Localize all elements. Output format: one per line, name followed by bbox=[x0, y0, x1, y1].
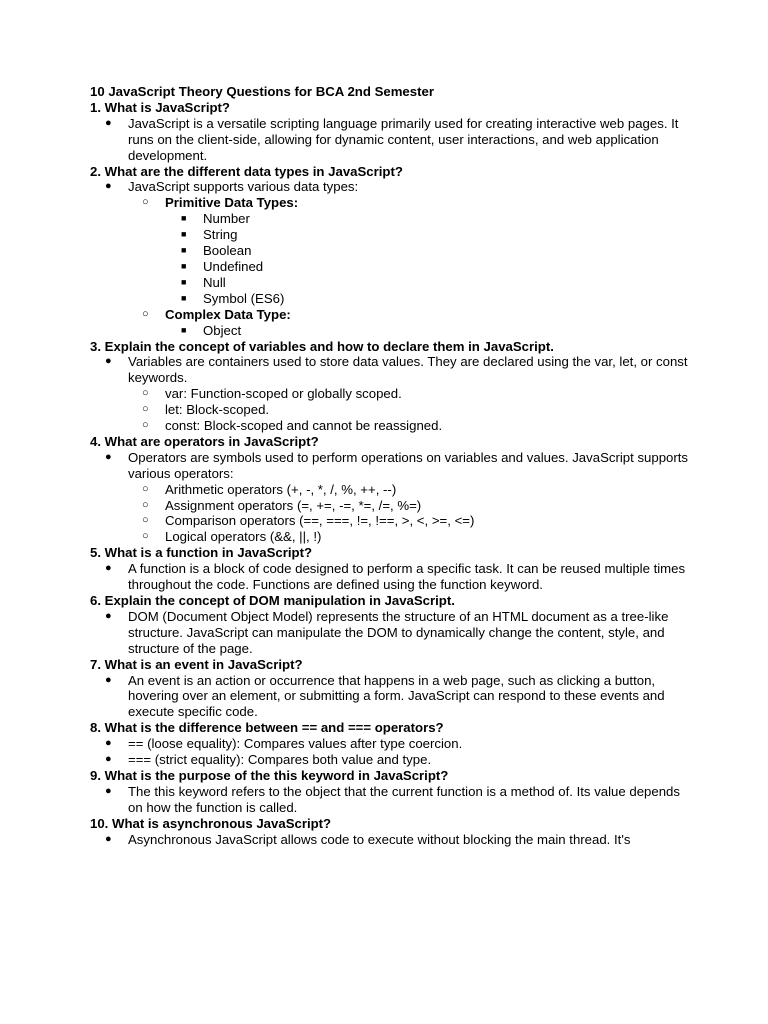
question-1: 1. What is JavaScript? bbox=[90, 99, 230, 115]
answer-text: === (strict equality): Compares both value and type. bbox=[128, 752, 432, 768]
answer-list-8 bbox=[90, 736, 698, 768]
answer-list-5 bbox=[90, 561, 698, 593]
sub-item bbox=[90, 513, 698, 529]
circle-bullet-icon: ○ bbox=[142, 419, 149, 432]
document-title: 10 JavaScript Theory Questions for BCA 2nd Semester bbox=[90, 84, 434, 99]
answer-item bbox=[90, 450, 698, 482]
circle-bullet-icon: ○ bbox=[142, 307, 149, 320]
square-bullet-icon: ■ bbox=[181, 229, 187, 240]
disc-bullet-icon: ● bbox=[105, 753, 112, 766]
type-text: Symbol (ES6) bbox=[203, 290, 285, 306]
type-item bbox=[90, 211, 698, 227]
sub-item-text: let: Block-scoped. bbox=[165, 402, 270, 418]
question-8: 8. What is the difference between == and === operators? bbox=[90, 720, 444, 736]
answer-item bbox=[90, 179, 698, 195]
circle-bullet-icon: ○ bbox=[142, 482, 149, 495]
sub-item bbox=[90, 498, 698, 514]
answer-text: == (loose equality): Compares values after type coercion. bbox=[128, 736, 463, 752]
type-item bbox=[90, 323, 698, 339]
answer-item bbox=[90, 561, 698, 593]
square-bullet-icon: ■ bbox=[181, 276, 187, 287]
square-bullet-icon: ■ bbox=[181, 245, 187, 256]
answer-list-2 bbox=[90, 179, 698, 338]
answer-text: An event is an action or occurrence that happens in a web page, such as clicking a button, hovering over an element, or submitting a form. JavaScript can respond to these events and execute specific code. bbox=[128, 672, 665, 720]
sub-item bbox=[90, 386, 698, 402]
type-item bbox=[90, 259, 698, 275]
question-9: 9. What is the purpose of the this keyword in JavaScript? bbox=[90, 767, 449, 783]
type-text: Undefined bbox=[203, 258, 264, 274]
answer-item bbox=[90, 752, 698, 768]
answer-text: A function is a block of code designed to perform a specific task. It can be reused multiple times throughout the code. Functions are defined using the function keyword. bbox=[128, 561, 686, 593]
question-5: 5. What is a function in JavaScript? bbox=[90, 545, 313, 561]
square-bullet-icon: ■ bbox=[181, 324, 187, 335]
answer-list-6 bbox=[90, 609, 698, 657]
type-text: Number bbox=[203, 211, 250, 227]
type-item bbox=[90, 243, 698, 259]
type-text: Null bbox=[203, 274, 226, 290]
answer-item bbox=[90, 736, 698, 752]
type-item bbox=[90, 275, 698, 291]
type-text: Object bbox=[203, 322, 242, 338]
circle-bullet-icon: ○ bbox=[142, 196, 149, 209]
sub-heading: Complex Data Type: bbox=[165, 306, 291, 322]
answer-text: Variables are containers used to store data values. They are declared using the var, let, or const keywords. bbox=[128, 354, 688, 386]
question-6: 6. Explain the concept of DOM manipulation in JavaScript. bbox=[90, 593, 455, 608]
sub-item-text: var: Function-scoped or globally scoped. bbox=[165, 386, 402, 402]
sub-heading: Primitive Data Types: bbox=[165, 195, 299, 211]
disc-bullet-icon: ● bbox=[105, 673, 112, 686]
circle-bullet-icon: ○ bbox=[142, 514, 149, 527]
sub-item bbox=[90, 482, 698, 498]
answer-list-7 bbox=[90, 673, 698, 721]
answer-item bbox=[90, 609, 698, 657]
answer-item bbox=[90, 354, 698, 386]
answer-item bbox=[90, 673, 698, 721]
answer-item bbox=[90, 832, 698, 848]
answer-text: JavaScript is a versatile scripting language primarily used for creating interactive web pages. It runs on the client-side, allowing for dynamic content, user interactions, and web application development. bbox=[128, 115, 679, 163]
answer-text: Asynchronous JavaScript allows code to execute without blocking the main thread. It's bbox=[128, 831, 631, 847]
sub-item-text: const: Block-scoped and cannot be reassigned. bbox=[165, 418, 443, 434]
disc-bullet-icon: ● bbox=[105, 737, 112, 750]
sub-item-text: Arithmetic operators (+, -, *, /, %, ++, --) bbox=[165, 481, 397, 497]
sub-item-text: Assignment operators (=, +=, -=, *=, /=, %=) bbox=[165, 497, 422, 513]
disc-bullet-icon: ● bbox=[105, 355, 112, 368]
type-item bbox=[90, 291, 698, 307]
disc-bullet-icon: ● bbox=[105, 180, 112, 193]
disc-bullet-icon: ● bbox=[105, 450, 112, 463]
circle-bullet-icon: ○ bbox=[142, 403, 149, 416]
sub-item-text: Logical operators (&&, ||, !) bbox=[165, 529, 322, 545]
disc-bullet-icon: ● bbox=[105, 116, 112, 129]
circle-bullet-icon: ○ bbox=[142, 498, 149, 511]
answer-list-3 bbox=[90, 354, 698, 434]
sub-item-text: Comparison operators (==, ===, !=, !==, >, <, >=, <=) bbox=[165, 513, 475, 529]
sub-item bbox=[90, 418, 698, 434]
sub-item bbox=[90, 529, 698, 545]
sub-item bbox=[90, 402, 698, 418]
question-4: 4. What are operators in JavaScript? bbox=[90, 433, 319, 449]
answer-list-4 bbox=[90, 450, 698, 545]
sub-item-primitive-heading bbox=[90, 195, 698, 211]
square-bullet-icon: ■ bbox=[181, 260, 187, 271]
answer-list-10 bbox=[90, 832, 698, 848]
answer-item bbox=[90, 784, 698, 816]
answer-list-1 bbox=[90, 116, 698, 164]
disc-bullet-icon: ● bbox=[105, 832, 112, 845]
type-text: String bbox=[203, 227, 238, 243]
answer-text: DOM (Document Object Model) represents the structure of an HTML document as a tree-like structure. JavaScript can manipulate the DOM to dynamically change the content, style, and structure of the page. bbox=[128, 608, 669, 656]
question-2: 2. What are the different data types in JavaScript? bbox=[90, 163, 403, 179]
circle-bullet-icon: ○ bbox=[142, 387, 149, 400]
answer-list-9 bbox=[90, 784, 698, 816]
answer-text: The this keyword refers to the object that the current function is a method of. Its value depends on how the function is called. bbox=[128, 783, 680, 815]
circle-bullet-icon: ○ bbox=[142, 530, 149, 543]
disc-bullet-icon: ● bbox=[105, 562, 112, 575]
question-7: 7. What is an event in JavaScript? bbox=[90, 656, 303, 672]
answer-text: JavaScript supports various data types: bbox=[128, 179, 359, 195]
answer-text: Operators are symbols used to perform operations on variables and values. JavaScript supports various operators: bbox=[128, 449, 689, 481]
disc-bullet-icon: ● bbox=[105, 609, 112, 622]
square-bullet-icon: ■ bbox=[181, 292, 187, 303]
type-item bbox=[90, 227, 698, 243]
answer-item bbox=[90, 116, 698, 164]
question-3: 3. Explain the concept of variables and how to declare them in JavaScript. bbox=[90, 338, 554, 354]
type-text: Boolean bbox=[203, 243, 252, 259]
question-10: 10. What is asynchronous JavaScript? bbox=[90, 815, 332, 831]
square-bullet-icon: ■ bbox=[181, 213, 187, 224]
sub-item-complex-heading bbox=[90, 307, 698, 323]
disc-bullet-icon: ● bbox=[105, 784, 112, 797]
